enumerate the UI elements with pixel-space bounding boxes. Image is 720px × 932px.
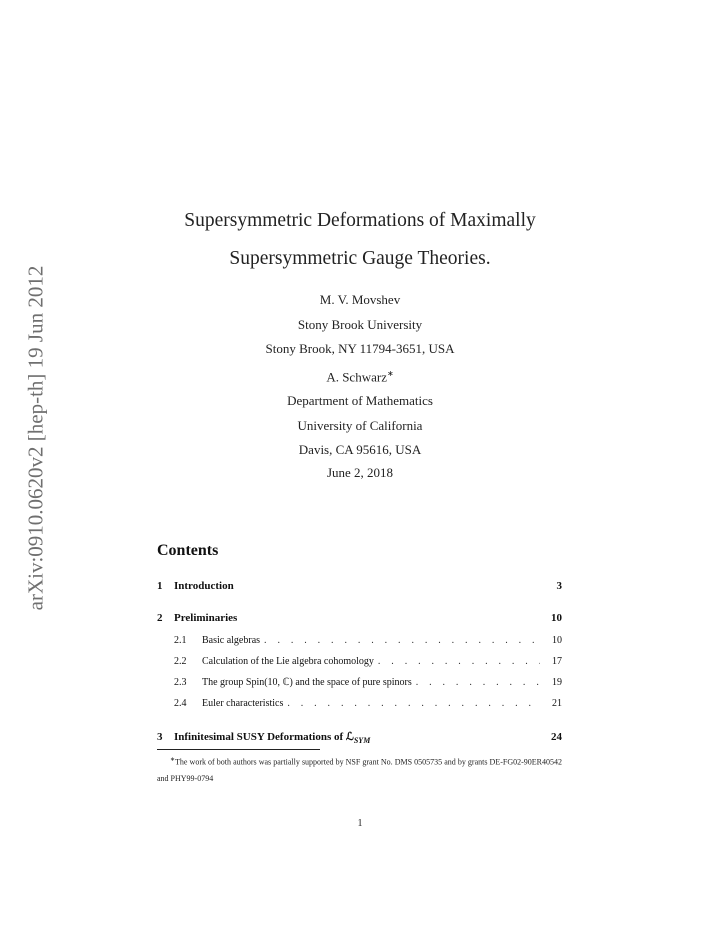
toc-page-number: 21 xyxy=(552,698,562,709)
author-affiliation-2b: University of California xyxy=(297,417,423,433)
toc-number: 2.3 xyxy=(174,677,187,688)
toc-title xyxy=(174,730,370,745)
toc-leader-dots xyxy=(264,635,540,646)
toc-entry-susy-deformations[interactable] xyxy=(157,730,562,745)
toc-page-number: 10 xyxy=(551,612,562,624)
toc-leader-dots xyxy=(378,656,540,667)
toc-title: Introduction xyxy=(174,580,234,592)
author-name-2: A. Schwarz xyxy=(326,368,387,384)
toc-title: Calculation of the Lie algebra cohomology xyxy=(202,656,374,667)
toc-title: Euler characteristics xyxy=(202,698,284,709)
toc-entry-euler-characteristics[interactable] xyxy=(157,698,562,709)
toc-title: The group Spin(10, ℂ) and the space of pure spinors xyxy=(202,677,412,688)
toc-entry-introduction[interactable] xyxy=(157,580,562,592)
arxiv-identifier: arXiv:0910.0620v2 [hep-th] 19 Jun 2012 xyxy=(23,265,48,611)
toc-title: Preliminaries xyxy=(174,612,238,624)
paper-date: June 2, 2018 xyxy=(326,465,394,480)
toc-entry-lie-algebra-cohomology[interactable] xyxy=(157,656,562,667)
footnote xyxy=(157,752,562,787)
toc-number: 2.2 xyxy=(174,656,187,667)
author-affiliation-1a: Stony Brook University xyxy=(297,316,423,332)
toc-number: 2 xyxy=(157,612,163,624)
footnote-rule xyxy=(157,749,320,750)
page-number: 1 xyxy=(357,818,363,829)
author-affiliation-2c: Davis, CA 95616, USA xyxy=(298,442,422,458)
toc-title: Basic algebras xyxy=(202,635,261,646)
toc-entry-basic-algebras[interactable] xyxy=(157,635,562,646)
author-footnote-mark[interactable]: ∗ xyxy=(386,368,394,378)
toc-title-text: Infinitesimal SUSY Deformations of ℒ xyxy=(174,731,354,743)
toc-entry-spin-group[interactable] xyxy=(157,677,562,688)
toc-page-number: 3 xyxy=(556,580,562,592)
paper-title xyxy=(150,202,570,278)
toc-leader-dots xyxy=(416,677,540,688)
toc-page-number: 17 xyxy=(552,656,562,667)
toc-number: 1 xyxy=(157,580,163,592)
footnote-text: The work of both authors was partially supported by NSF grant No. DMS 0505735 and by grants DE-FG02-90ER40542 and PHY99-0794 xyxy=(157,757,562,783)
toc-page-number: 10 xyxy=(552,635,562,646)
toc-entry-preliminaries[interactable] xyxy=(157,612,562,624)
contents-heading: Contents xyxy=(157,542,219,559)
toc-number: 2.4 xyxy=(174,698,187,709)
toc-title-subscript: SYM xyxy=(353,736,371,746)
author-affiliation-2a: Department of Mathematics xyxy=(287,393,433,409)
footnote-mark: ∗ xyxy=(170,757,176,763)
author-affiliation-1b: Stony Brook, NY 11794-3651, USA xyxy=(265,341,455,356)
toc-leader-dots xyxy=(287,698,540,709)
title-line-2: Supersymmetric Gauge Theories. xyxy=(229,248,491,269)
author-block xyxy=(150,288,570,463)
toc-page-number: 19 xyxy=(552,677,562,688)
title-line-1: Supersymmetric Deformations of Maximally xyxy=(184,210,536,231)
toc-page-number: 24 xyxy=(551,731,562,743)
author-name-1: M. V. Movshev xyxy=(319,292,401,307)
author-name-2-line xyxy=(150,362,570,390)
toc-number: 3 xyxy=(157,731,163,743)
toc-number: 2.1 xyxy=(174,635,187,646)
